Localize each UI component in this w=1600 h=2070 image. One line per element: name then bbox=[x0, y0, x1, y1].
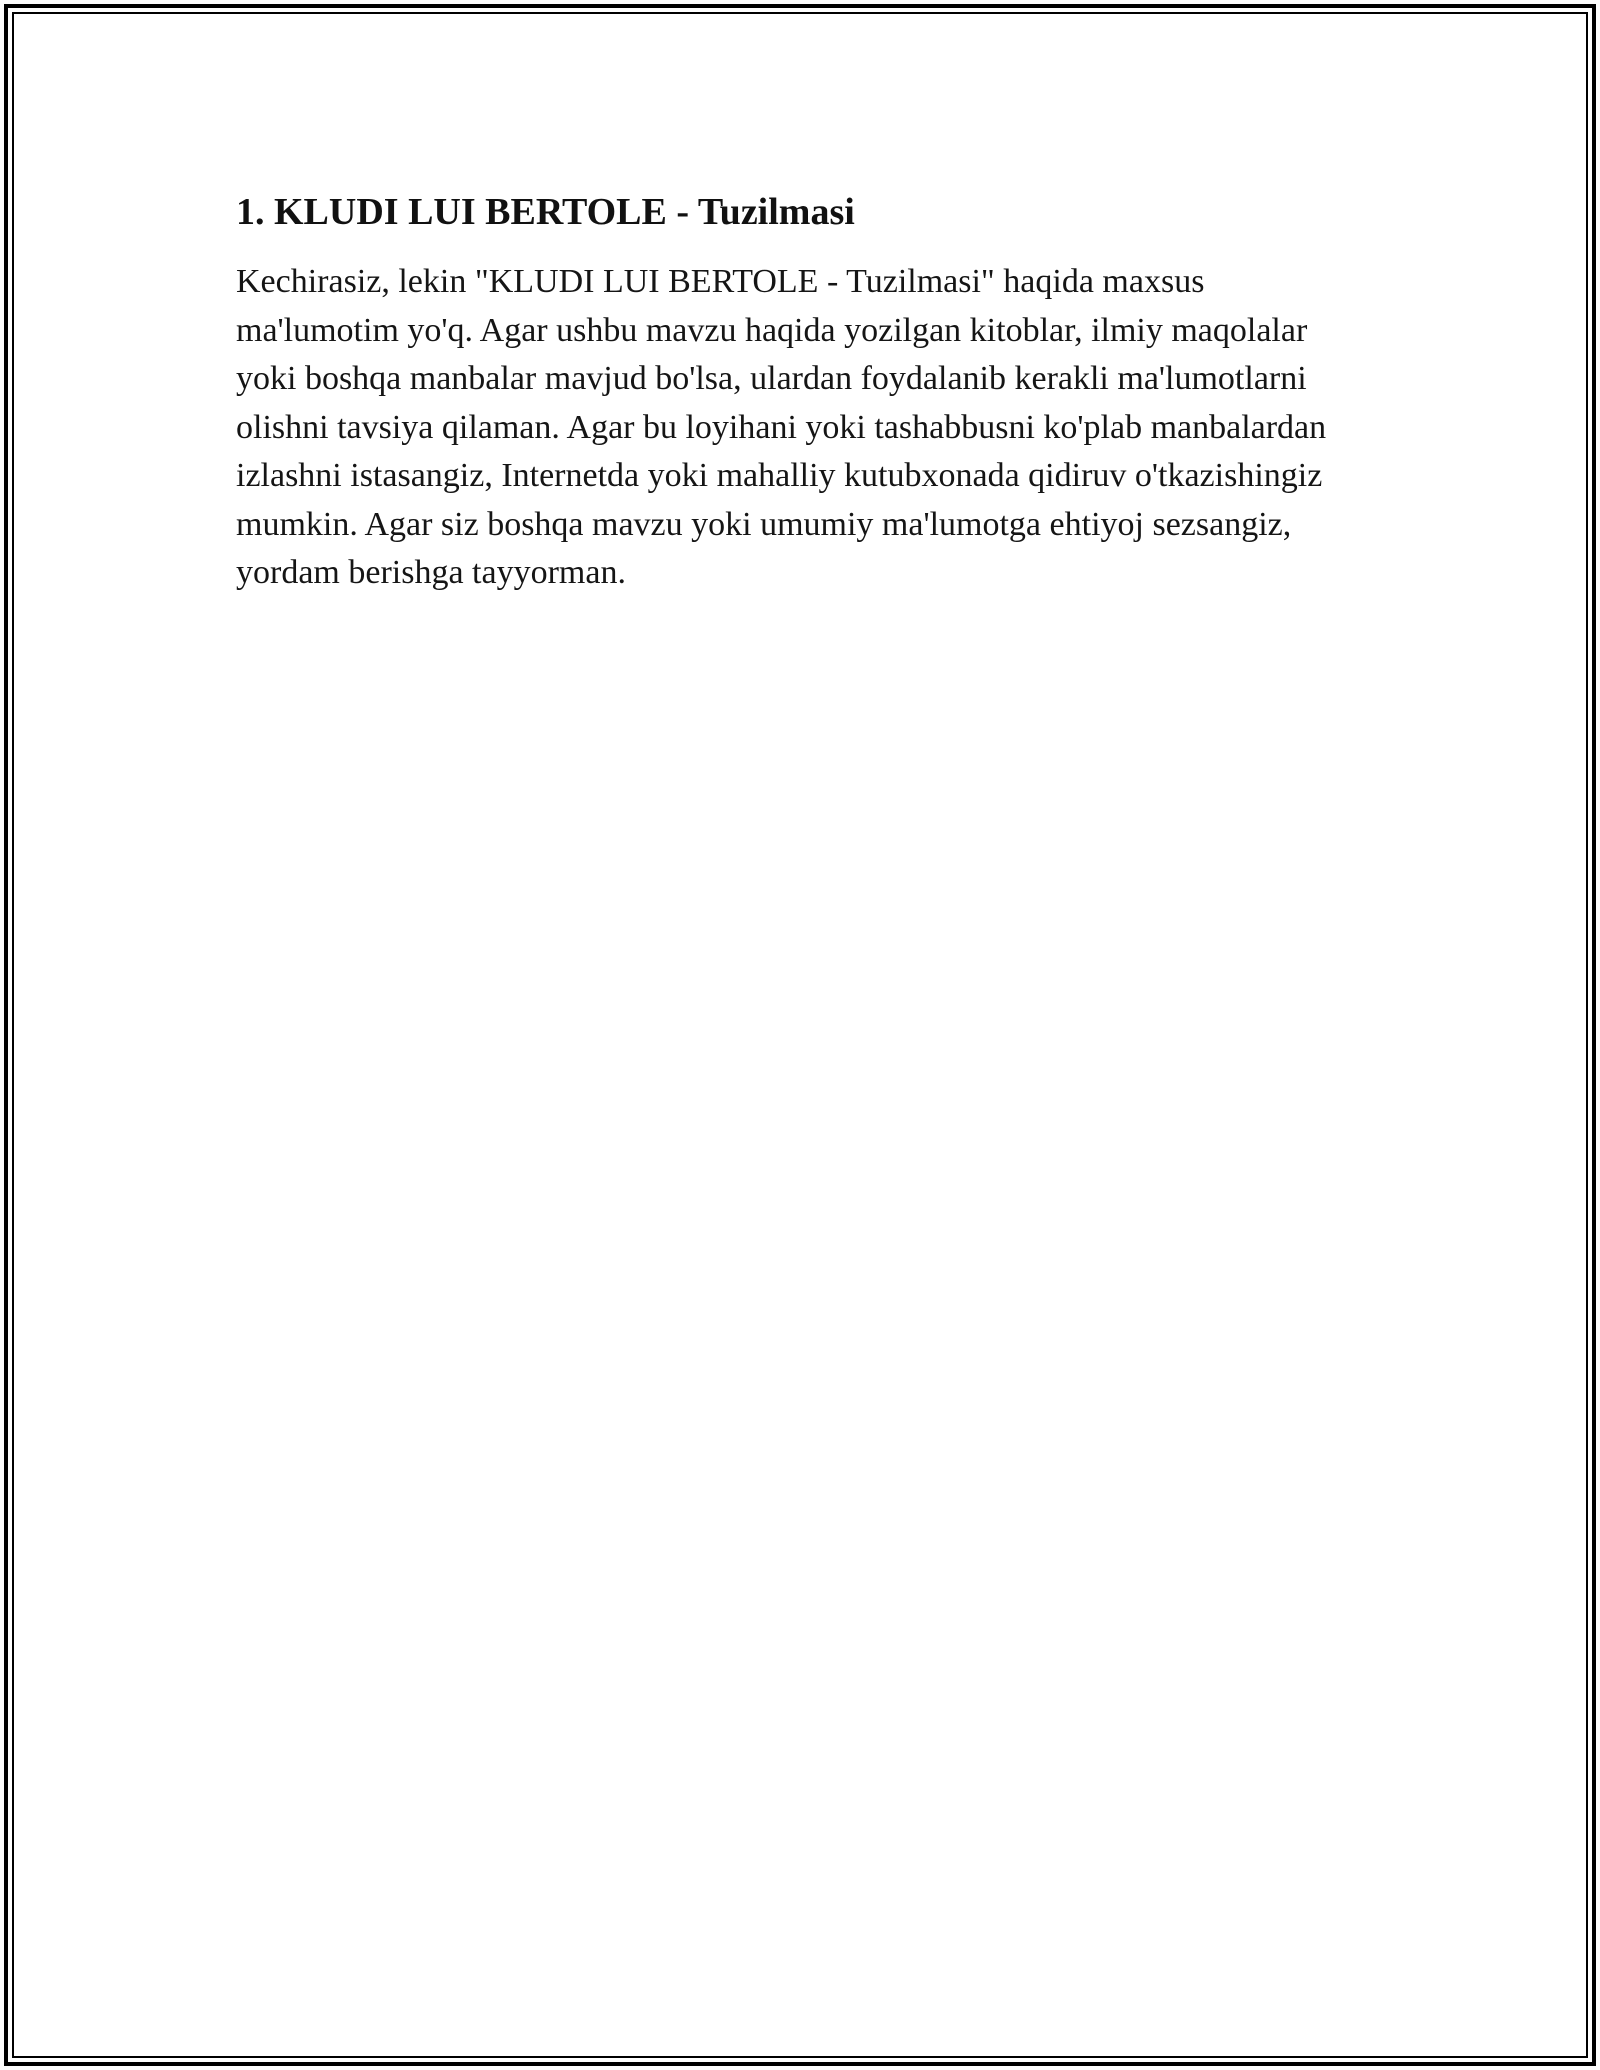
section-heading: 1. KLUDI LUI BERTOLE - Tuzilmasi bbox=[236, 191, 855, 233]
body-paragraph: Kechirasiz, lekin "KLUDI LUI BERTOLE - Tuzilmasi" haqida maxsus ma'lumotim yo'q. Agar ushbu mavzu haqida yozilgan kitoblar, ilmiy maqolalar yoki boshqa manbalar mavjud bo'lsa, ulardan foydalanib kerakli ma'lumotlarni olishni tavsiya qilaman. Agar bu loyihani yoki tashabbusni ko'plab manbalardan izlashni istasangiz, Internetda yoki mahalliy kutubxonada qidiruv o'tkazishingiz mumkin. Agar siz boshqa mavzu yoki umumiy ma'lumotga ehtiyoj sezsangiz, yordam berishga tayyorman. bbox=[236, 263, 1327, 591]
document-content bbox=[236, 188, 1366, 598]
